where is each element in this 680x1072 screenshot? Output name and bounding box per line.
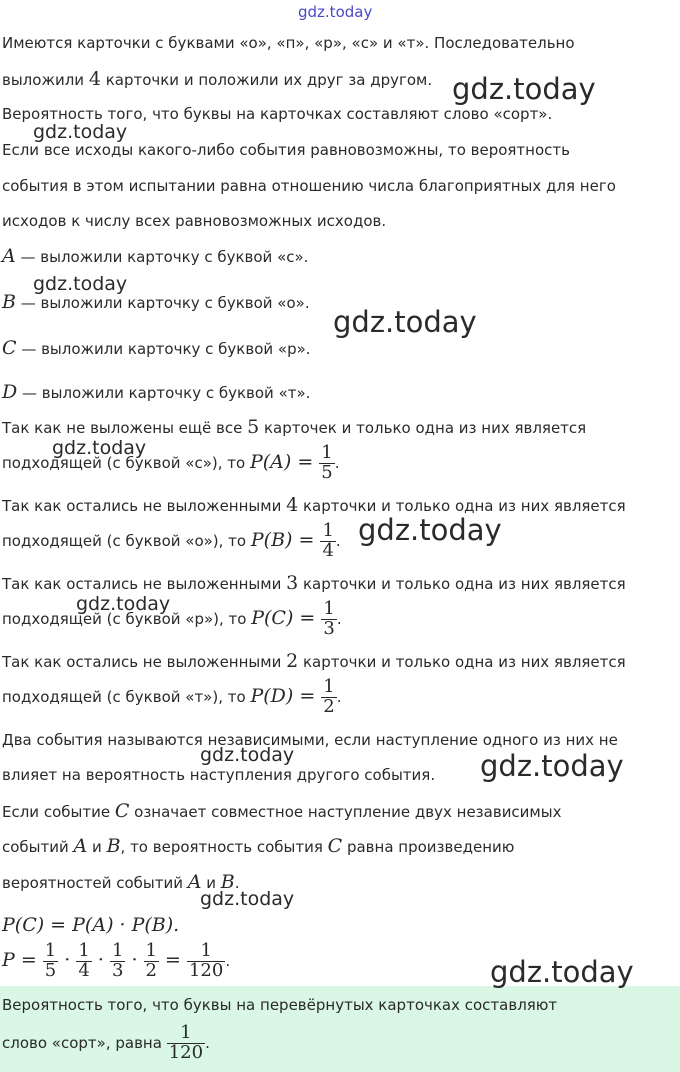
text-span: подходящей (с буквой «т»), то bbox=[2, 687, 251, 706]
fraction-numerator: 1 bbox=[323, 598, 335, 619]
text-span: карточек и только одна из них является bbox=[259, 419, 587, 437]
fraction-denominator: 120 bbox=[168, 1041, 204, 1063]
fraction-numerator: 1 bbox=[323, 676, 335, 697]
text-line bbox=[2, 494, 626, 516]
math-var: C bbox=[327, 835, 343, 857]
fraction-numerator: 1 bbox=[322, 520, 334, 541]
fraction-denominator: 5 bbox=[44, 959, 57, 981]
text-span: подходящей (с буквой «р»), то bbox=[2, 609, 252, 628]
watermark: gdz.today bbox=[200, 744, 295, 766]
text-span: слово «сорт», равна bbox=[2, 1033, 167, 1052]
fraction-denominator: 4 bbox=[78, 959, 90, 981]
text-span: подходящей (с буквой «о»), то bbox=[2, 531, 251, 550]
math-formula: P(A) = bbox=[249, 450, 320, 473]
computation-formula: P = $\frac{1}{5}$ · $\frac{1}{4}$ · $\frac{1}{3}$ · $\frac{1}{2}$ = $\frac{1}{120}$ . bbox=[2, 940, 231, 981]
text-span: . bbox=[234, 874, 240, 892]
text-span: событий bbox=[2, 838, 74, 856]
text-line: Если все исходы какого-либо события равновозможны, то вероятность bbox=[2, 141, 570, 159]
text-span: карточки и положили их друг за другом. bbox=[100, 71, 433, 89]
watermark: gdz.today bbox=[76, 593, 171, 615]
watermark: gdz.today bbox=[333, 305, 477, 339]
fraction bbox=[110, 942, 125, 981]
text-span: Так как не выложены ещё все bbox=[2, 419, 248, 437]
text-span: равна произведению bbox=[342, 838, 515, 856]
text-span: Если событие bbox=[2, 803, 115, 821]
fraction-denominator: 5 bbox=[321, 461, 333, 483]
fraction-numerator: 1 bbox=[321, 442, 333, 463]
math-formula: P(D) = bbox=[250, 684, 322, 707]
watermark: gdz.today bbox=[358, 513, 502, 547]
product-formula: P(C) = P(A) · P(B). bbox=[2, 914, 180, 936]
fraction-numerator: 1 bbox=[167, 1024, 205, 1044]
fraction-denominator: 4 bbox=[322, 539, 334, 561]
text-span: Так как остались не выложенными bbox=[2, 497, 287, 515]
text-span: карточки и только одна из них является bbox=[298, 653, 626, 671]
event-a-line bbox=[2, 245, 308, 267]
formula-line: подходящей (с буквой «р»), то P(C) = $\frac{1}{3}$ . bbox=[2, 598, 342, 639]
fraction-denominator: 3 bbox=[111, 959, 124, 981]
text-span: карточки и только одна из них является bbox=[298, 497, 626, 515]
fraction bbox=[43, 942, 58, 981]
watermark: gdz.today bbox=[33, 121, 128, 143]
math-formula: P(C) = bbox=[251, 606, 322, 629]
watermark: gdz.today bbox=[480, 749, 624, 783]
text-span: Так как остались не выложенными bbox=[2, 653, 287, 671]
text-span: — выложили карточку с буквой «т». bbox=[17, 384, 311, 402]
number: 5 bbox=[247, 416, 260, 438]
text-span: карточки и только одна из них является bbox=[298, 575, 626, 593]
answer-line: слово «сорт», равна $\frac{1}{120}$ . bbox=[2, 1022, 210, 1063]
math-var: A bbox=[187, 871, 202, 893]
math-formula: P = bbox=[2, 948, 43, 971]
text-line bbox=[2, 800, 561, 822]
text-line: исходов к числу всех равновозможных исходов. bbox=[2, 212, 387, 230]
event-d-line bbox=[2, 381, 310, 403]
fraction-denominator: 120 bbox=[188, 959, 224, 981]
watermark: gdz.today bbox=[200, 888, 295, 910]
text-line bbox=[2, 416, 586, 438]
text-line bbox=[2, 68, 432, 90]
header-watermark: gdz.today bbox=[298, 3, 373, 21]
fraction bbox=[320, 522, 335, 561]
text-line: влияет на вероятность наступления другого события. bbox=[2, 766, 436, 784]
number: 2 bbox=[286, 650, 299, 672]
text-span: вероятностей событий bbox=[2, 874, 188, 892]
number: 3 bbox=[286, 572, 299, 594]
math-var: D bbox=[2, 381, 18, 403]
text-span: Так как остались не выложенными bbox=[2, 575, 287, 593]
text-span: — выложили карточку с буквой «р». bbox=[16, 340, 311, 358]
math-var: A bbox=[73, 835, 88, 857]
fraction bbox=[144, 942, 159, 981]
math-var: B bbox=[106, 835, 121, 857]
fraction-denominator: 2 bbox=[323, 695, 335, 717]
math-var: A bbox=[2, 245, 16, 267]
math-var: C bbox=[2, 337, 17, 359]
text-span: — выложили карточку с буквой «с». bbox=[15, 248, 309, 266]
text-span: означает совместное наступление двух независимых bbox=[129, 803, 562, 821]
answer-line: Вероятность того, что буквы на перевёрнутых карточках составляют bbox=[2, 996, 558, 1014]
text-line bbox=[2, 650, 626, 672]
fraction bbox=[76, 942, 91, 981]
watermark: gdz.today bbox=[452, 72, 596, 106]
answer-box bbox=[0, 986, 680, 1072]
watermark: gdz.today bbox=[490, 955, 634, 989]
fraction-denominator: 2 bbox=[145, 959, 157, 981]
fraction bbox=[321, 678, 336, 717]
watermark: gdz.today bbox=[52, 437, 147, 459]
math-var: B bbox=[2, 291, 16, 313]
text-span: подходящей (с буквой «с»), то bbox=[2, 453, 250, 472]
text-span: , то вероятность события bbox=[120, 838, 328, 856]
fraction bbox=[187, 942, 225, 981]
formula-line: подходящей (с буквой «т»), то P(D) = $\frac{1}{2}$ . bbox=[2, 676, 342, 717]
fraction-numerator: 1 bbox=[111, 940, 124, 961]
math-var: B bbox=[220, 871, 235, 893]
event-c-line bbox=[2, 337, 311, 359]
fraction bbox=[167, 1024, 205, 1063]
fraction-numerator: 1 bbox=[78, 940, 90, 961]
formula-line: подходящей (с буквой «о»), то P(B) = $\frac{1}{4}$ . bbox=[2, 520, 341, 561]
fraction-denominator: 3 bbox=[323, 617, 335, 639]
formula-line: подходящей (с буквой «с»), то P(A) = $\frac{1}{5}$ . bbox=[2, 442, 340, 483]
text-line: Два события называются независимыми, если наступление одного из них не bbox=[2, 731, 618, 749]
number: 4 bbox=[286, 494, 299, 516]
text-span: — выложили карточку с буквой «о». bbox=[15, 294, 310, 312]
fraction bbox=[319, 444, 334, 483]
math-var: C bbox=[114, 800, 130, 822]
text-span: и bbox=[87, 838, 107, 856]
watermark: gdz.today bbox=[33, 273, 128, 295]
number: 4 bbox=[88, 68, 101, 90]
text-line: события в этом испытании равна отношению числа благоприятных для него bbox=[2, 177, 616, 195]
text-line bbox=[2, 572, 626, 594]
text-line bbox=[2, 835, 514, 857]
fraction-numerator: 1 bbox=[44, 940, 57, 961]
fraction bbox=[321, 600, 336, 639]
text-span: и bbox=[201, 874, 221, 892]
fraction-numerator: 1 bbox=[145, 940, 157, 961]
math-formula: P(B) = bbox=[250, 528, 321, 551]
text-span: выложили bbox=[2, 71, 89, 89]
text-line: Имеются карточки с буквами «о», «п», «р», «с» и «т». Последовательно bbox=[2, 34, 575, 52]
text-line: Вероятность того, что буквы на карточках составляют слово «сорт». bbox=[2, 105, 553, 123]
fraction-numerator: 1 bbox=[187, 942, 225, 962]
